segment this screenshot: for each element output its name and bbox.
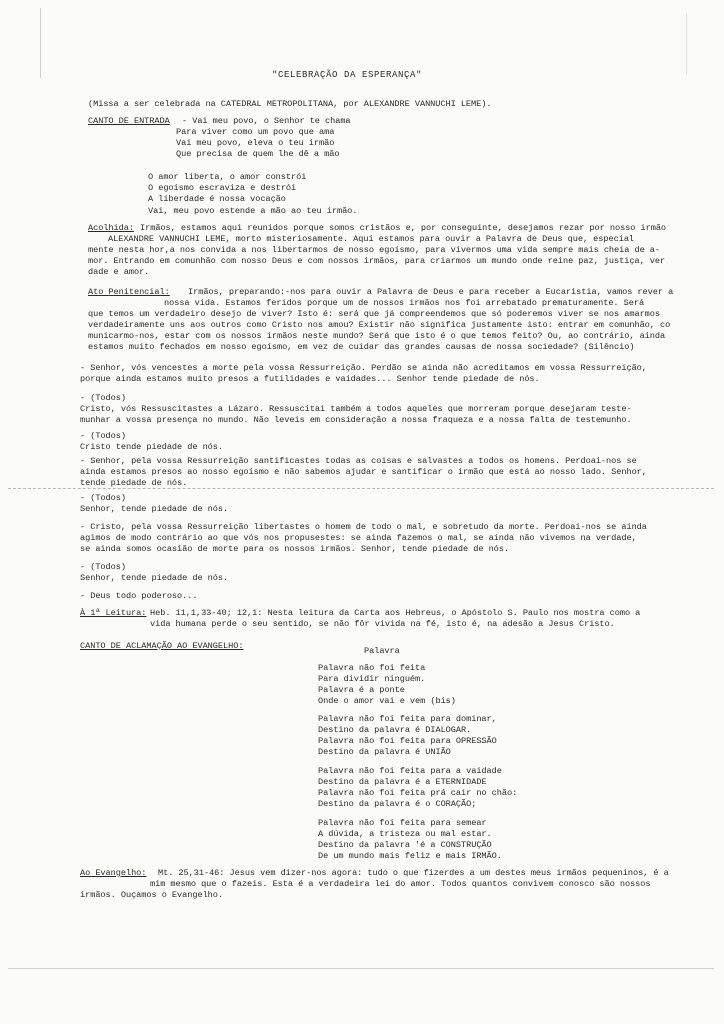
evangelho-label: Ao Evangelho: (80, 868, 147, 878)
song-line: Palavra não foi feita para OPRESSÃO (318, 736, 497, 746)
leitura-line: Heb. 11,1,33-40; 12,1: Nesta leitura da Carta aos Hebreus, o Apóstolo S. Paulo nos mostra como a (150, 608, 641, 618)
canto-entrada-label: CANTO DE ENTRADA (88, 116, 170, 126)
invocacao-line: - Senhor, vós vencestes a morte pela vossa Ressurreição. Perdão se ainda não acreditamos em vossa Ressurreição, (80, 363, 647, 373)
invocacao-line: ainda estamos presos ao nosso egoísmo e não sabemos ajudar e santificar o irmão que está ao nosso lado. Senhor, (80, 467, 647, 477)
song-title: Palavra (364, 646, 400, 656)
ato-penitencial-line: municarmo-nos, estar com os nossos irmãos neste mundo? Será que isto é o que temos feito? Ou, ao contrário, ainda (88, 331, 666, 341)
song-line: Para dividir ninguém. (318, 674, 426, 684)
song-line: Destino da palavra é a ETERNIDADE (318, 777, 487, 787)
acolhida-line: mor. Entrando em comunhão com nosso Deus e com nossos irmãos, para criarmos um mundo onde reine paz, justiça, ver (88, 256, 666, 266)
song-line: Destino da palavra é DIALOGAR. (318, 725, 472, 735)
canto-entrada-line: O amor liberta, o amor constrói (148, 172, 307, 182)
song-line: A dúvida, a tristeza ou mal estar. (318, 829, 492, 839)
ato-penitencial-line: nossa vida. Estamos feridos porque um de nossos irmãos nos foi arrebatado prematuramente. Será (164, 298, 645, 308)
scan-mark (686, 14, 687, 74)
song-line: Palavra é a ponte (318, 685, 405, 695)
invocacao-line: porque ainda estamos muito presos a futilidades e vaidades... Senhor tende piedade de nós. (80, 374, 540, 384)
ato-penitencial-label: Ato Penitencial: (88, 287, 170, 297)
invocacao-line: - (Todos) (80, 431, 126, 441)
invocacao-line: - (Todos) (80, 562, 126, 572)
ato-penitencial-line: que temos um verdadeiro desejo de viver? Isto é: será que já compreendemos que só poderemos viver se nos amarmos (88, 309, 660, 319)
song-line: Palavra não foi feita (318, 663, 426, 673)
song-line: Destino da palavra é UNIÃO (318, 747, 451, 757)
song-line: Destino da palavra é o CORAÇÃO; (318, 799, 477, 809)
scan-edge-line (8, 968, 714, 969)
scan-fold-line (8, 488, 714, 489)
document-title: "CELEBRAÇÃO DA ESPERANÇA" (272, 70, 423, 80)
canto-entrada-line: Que precisa de quem lhe dê a mão (176, 149, 340, 159)
invocacao-line: munhar a vossa presença no mundo. Não leveis em consideração a nossa fraqueza e a nossa falta de testemunho. (80, 415, 632, 425)
invocacao-line: tende piedade de nós. (80, 478, 188, 488)
invocacao-line: se ainda somos ocasião de morte para os nossos irmãos. Senhor, tende piedade de nós. (80, 544, 509, 554)
song-line: Destino da palavra 'é a CONSTRUÇÃO (318, 840, 492, 850)
acolhida-line: dade e amor. (88, 267, 150, 277)
ato-penitencial-line: estamos muito fechados em nosso egoísmo, em vez de cuidar das grandes causas de nossa sociedade? (Silêncio) (88, 342, 635, 352)
invocacao-line: - (Todos) (80, 393, 126, 403)
canto-entrada-line: O egoísmo escraviza e destrói (148, 183, 297, 193)
ato-penitencial-line: verdadeiramente uns aos outros como Cristo nos amou? Existir não significa justamente isto: entrar em comunhão, co (88, 320, 671, 330)
invocacao-line: Cristo tende piedade de nós. (80, 442, 223, 452)
acolhida-line: mente nesta hor,a nos convida a nos libertarmos de nosso egoísmo, para vivermos uma vida sempre mais cheia de a- (88, 245, 660, 255)
scan-mark (40, 8, 41, 78)
song-line: Palavra não foi feita para dominar, (318, 714, 497, 724)
invocacao-line: - Cristo, pela vossa Ressurreição libertastes o homem de todo o mal, e sobretudo da morte. Perdoai-nos se ainda (80, 522, 647, 532)
evangelho-line: irmãos. Ouçamos o Evangelho. (80, 890, 223, 900)
intro-note: (Missa a ser celebrada na CATEDRAL METROPOLITANA, por ALEXANDRE VANNUCHI LEME). (88, 99, 492, 109)
canto-entrada-line: A liberdade é nossa vocação (148, 194, 286, 204)
invocacao-line: agimos de modo contrário ao que vós nos propusestes: se ainda fazemos o mal, se ainda não vivemos na verdade, (80, 533, 637, 543)
acolhida-line: ALEXANDRE VANNUCHI LEME, morto misteriosamente. Aqui estamos para ouvir a Palavra de Deus que, especial (108, 234, 635, 244)
invocacao-line: Cristo, vós Ressuscitastes a Lázaro. Ressuscitai também a todos aqueles que morreram porque desejaram teste- (80, 404, 632, 414)
canto-entrada-line: Vai, meu povo estende a mão ao teu irmão. (148, 206, 358, 216)
canto-aclamacao-label: CANTO DE ACLAMAÇÃO AO EVANGELHO: (80, 641, 244, 651)
invocacao-line: Senhor, tende piedade de nós. (80, 573, 229, 583)
canto-entrada-line: Vai meu povo, eleva o teu irmão (176, 138, 335, 148)
canto-entrada-line: - Vai meu povo, o Senhor te chama (182, 116, 351, 126)
evangelho-line: mim mesmo que o fazeis. Esta é a verdadeira lei do amor. Todos quantos convivem conosco são nossos (150, 879, 651, 889)
canto-entrada-line: Para viver como um povo que ama (176, 127, 335, 137)
song-line: Palavra não foi feita prá cair no chão: (318, 788, 518, 798)
ato-penitencial-line: Irmãos, preparando:-nos para ouvir a Palavra de Deus e para receber a Eucaristia, vamos rever a (188, 287, 674, 297)
song-line: Palavra não foi feita para a vaidade (318, 766, 502, 776)
acolhida-line: Irmãos, estamos aqui reunidos porque somos cristãos e, por conseguinte, desejamos rezar por nosso irmão (140, 223, 667, 233)
invocacao-line: - Deus todo poderoso... (80, 591, 198, 601)
invocacao-line: - (Todos) (80, 493, 126, 503)
evangelho-line: Mt. 25,31-46: Jesus vem dizer-nos agora: tudo o que fizerdes a um destes meus irmãos pequeninos, é a (158, 868, 669, 878)
leitura-label: À 1ª Leitura: (80, 608, 147, 618)
song-line: Onde o amor vai e vem (bis) (318, 696, 456, 706)
invocacao-line: Senhor, tende piedade de nós. (80, 504, 229, 514)
song-line: Palavra não foi feita para semear (318, 818, 487, 828)
leitura-line: vida humana perde o seu sentido, se não fôr vivida na fé, isto é, na adesão a Jesus Cristo. (150, 619, 615, 629)
song-line: De um mundo mais feliz e mais IRMÃO. (318, 851, 502, 861)
invocacao-line: - Senhor, pela vossa Ressurreição santificastes todas as coisas e salvastes a todos os homens. Perdoai-nos se (80, 456, 637, 466)
acolhida-label: Acolhida: (88, 223, 134, 233)
